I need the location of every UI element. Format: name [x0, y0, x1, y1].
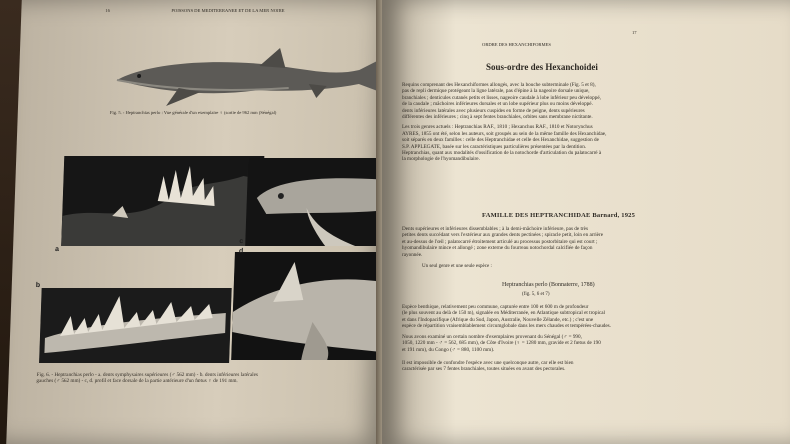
- family-paragraph: [402, 226, 603, 258]
- intro-line: la morphologie de l'hyomandibulaire.: [402, 156, 480, 163]
- identification-line: caractérisée par ses 7 fentes branchiales, toutes situées en avant des pectorales.: [402, 366, 566, 373]
- intro-line: soit séparés en deux familles : celle des Heptranchidae et celle des Hexanchidae, suggestion de: [402, 137, 599, 144]
- intro-line: différentes des inférieures ; cinq à sept fentes branchiales, orbites sans membrane nictitante.: [402, 114, 593, 121]
- intro-line: Requins comprenant des Hexanchiformes allongés, avec la bouche subterminale (Fig. 5 et 8),: [402, 82, 596, 88]
- species-line: espèce de répartition vraisemblablement circumglobale dans les mers chaudes et tempérées-chaudes.: [402, 323, 611, 330]
- photo-label-d: d: [238, 248, 244, 255]
- intro-line: de la caudale ; mâchoires inférieures dorsales et un lobe supérieur plus ou moins développé.: [402, 101, 593, 108]
- photo-b-lower-teeth: [39, 288, 232, 363]
- family-line: et au-dessus de l'œil ; palatocarré étroitement articulé au processus postorbitaire qui est court ;: [402, 238, 598, 245]
- species-line: (le plus souvent au delà de 150 m), signalée en Méditerranée, en Atlantique subtropical et tropical: [402, 310, 605, 317]
- identification-line: Il est impossible de confondre l'espèce avec une quelconque autre, car elle est bien: [402, 360, 574, 366]
- species-line: et dans l'Indopacifique (Afrique du Sud, Japon, Australie, Nouvelle Zélande, etc.) ; c'est une: [402, 316, 594, 323]
- fig6-caption: [36, 372, 258, 385]
- species-paragraph: [402, 304, 611, 330]
- left-running-head: POISSONS DE MEDITERRANEE ET DE LA MER NOIRE: [171, 8, 285, 13]
- family-line: Dents supérieures et inférieures dissemblables ; à la demi-mâchoire inférieure, pas de très: [402, 226, 588, 232]
- intro-paragraph: [402, 82, 606, 163]
- intro-line: pas de repli dermique protégeant la ligne latérale, pas d'épine à la nageoire dorsale unique,: [402, 88, 590, 95]
- examined-line: 1050, 1220 mm - ♂ = 562, 685 mm), de Côte d'Ivoire (♀ = 1280 mm, gravide et 2 fœtus de 190: [402, 340, 601, 347]
- species-figures: (fig. 5, 6 et 7): [522, 292, 550, 297]
- fig6-caption-line: Fig. 6. - Heptranchias perlo - a. dents symphysaires supérieures (♂ 562 mm) - b. dents inférieures latérales: [36, 372, 259, 378]
- photo-a-upper-teeth: [61, 156, 264, 246]
- examined-paragraph: [402, 334, 601, 353]
- photo-label-c: c: [239, 238, 244, 245]
- fig6-caption-line: gauches (♂ 562 mm) - c, d. profil et face dorsale de la partie antérieure d'un fœtus ♀ de 191 mm.: [36, 378, 238, 385]
- family-line: hyomandibulaire mince et allongé ; zone externe du fourreau notochordal calcifiée de façon: [402, 245, 593, 252]
- species-line: Espèce benthique, relativement peu commune, capturée entre 100 et 600 m de profondeur: [402, 304, 589, 310]
- photo-d-fetus-dorsal: [231, 252, 385, 360]
- intro-line: Heptranchias, quant aux modalités d'ossification de la notochorde d'articulation du palatocarré à: [402, 150, 602, 157]
- examined-line: Nous avons examiné un certain nombre d'exemplaires provenant du Sénégal (♂ = 990,: [402, 334, 582, 340]
- right-page: [382, 0, 790, 444]
- left-page: [6, 0, 402, 444]
- intro-line: AYRES, 1855 ont été, selon les auteurs, soit groupés au sein de la même famille des Hexanchidae,: [402, 130, 607, 137]
- family-line: rayonnée.: [402, 251, 423, 258]
- family-heading: FAMILLE DES HEPTRANCHIDAE Barnard, 1925: [482, 212, 636, 219]
- family-line: petites dents succédant vers l'extérieur aux grandes dents pectinées ; spiracle petit, loin en arrière: [402, 232, 604, 239]
- species-name: Heptranchias perlo (Bonnaterre, 1788): [502, 282, 595, 288]
- photo-c-fetus-profile: [245, 158, 390, 246]
- identification-paragraph: [402, 360, 573, 373]
- fig5-caption: Fig. 5. - Heptranchias perlo : Vue générale d'un exemplaire ♀ (sortie de 962 mm (Sénégal): [109, 110, 277, 115]
- photo-label-a: a: [54, 246, 60, 253]
- photo-label-b: b: [35, 282, 41, 289]
- intro-line: S.P. APPLEGATE, basée sur les caractéristiques particulières présentées par la dentition.: [402, 143, 587, 150]
- intro-line: Les trois genres actuels : Heptranchias RAF., 1810 ; Hexanchus RAF., 1810 et Notorynchus: [402, 124, 593, 131]
- examined-line: et 191 mm), du Congo (♂ = 880, 1100 mm).: [402, 346, 495, 353]
- shark-illustration: [108, 40, 400, 110]
- intro-line: branchiales ; denticules cutanés petits et lisses, nageoire caudale à lobe inférieur peu développé,: [402, 94, 601, 101]
- right-running-head: ORDRE DES HEXANCHIFORMES: [482, 42, 551, 47]
- genus-line: Un seul genre et une seule espèce :: [422, 264, 492, 269]
- right-page-number: 17: [632, 30, 637, 35]
- suborder-title: Sous-ordre des Hexanchoidei: [486, 62, 598, 72]
- intro-line: dents inférieures latérales avec plusieurs cuspides en forme de peigne, dents supérieures: [402, 107, 585, 114]
- left-page-number: 16: [105, 8, 111, 13]
